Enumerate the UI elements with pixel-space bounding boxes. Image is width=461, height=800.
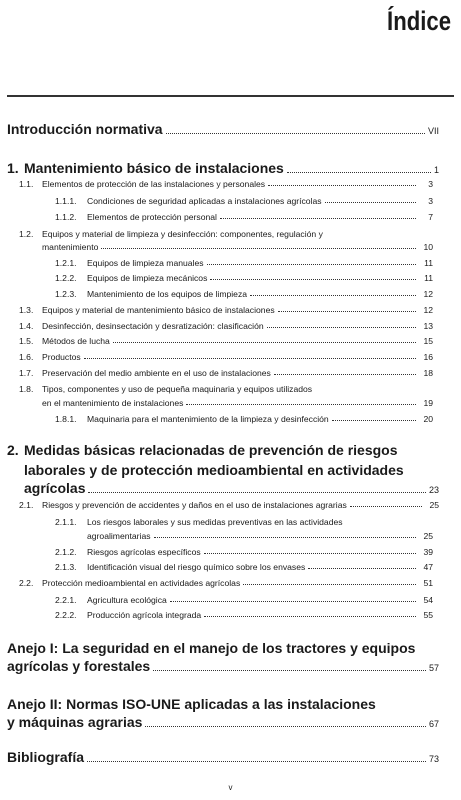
dot-leader bbox=[87, 761, 426, 762]
toc-entry-1-7[interactable] bbox=[19, 368, 433, 378]
entry-number: 1.3. bbox=[19, 305, 34, 315]
toc-entry-1-2[interactable] bbox=[42, 242, 433, 252]
entry-number: 2.1.1. bbox=[55, 517, 77, 527]
toc-entry-anejo-1[interactable] bbox=[7, 658, 439, 674]
dot-leader bbox=[332, 420, 416, 421]
entry-number: 1.2.1. bbox=[55, 258, 77, 268]
entry-number: 2.2.2. bbox=[55, 610, 77, 620]
dot-leader bbox=[101, 248, 416, 249]
entry-number: 1.2.3. bbox=[55, 289, 77, 299]
entry-number: 1.5. bbox=[19, 336, 34, 346]
toc-entry-chapter-2[interactable] bbox=[24, 480, 439, 496]
dot-leader bbox=[325, 202, 416, 203]
page-number: 3 bbox=[428, 179, 433, 189]
entry-label: Productos bbox=[42, 352, 81, 362]
page-number: 1 bbox=[433, 165, 439, 175]
dot-leader bbox=[210, 279, 416, 280]
dot-leader bbox=[267, 327, 416, 328]
dot-leader bbox=[207, 264, 416, 265]
page-number: 73 bbox=[428, 754, 439, 764]
dot-leader bbox=[113, 342, 416, 343]
entry-label: Protección medioambiental en actividades agrícolas bbox=[42, 578, 241, 588]
dot-leader bbox=[278, 311, 416, 312]
toc-entry-1-8[interactable] bbox=[42, 398, 433, 408]
toc-entry-1-1-2[interactable] bbox=[55, 212, 433, 222]
entry-label: mantenimiento bbox=[42, 242, 99, 252]
dot-leader bbox=[250, 295, 416, 296]
toc-entry-chapter-1[interactable] bbox=[7, 160, 439, 176]
page-number: 13 bbox=[423, 321, 433, 331]
toc-entry-2-1-2[interactable] bbox=[55, 547, 433, 557]
dot-leader bbox=[268, 185, 416, 186]
page-number: 11 bbox=[424, 258, 433, 268]
entry-label: Equipos de limpieza manuales bbox=[87, 258, 204, 268]
entry-number: 1.7. bbox=[19, 368, 34, 378]
dot-leader bbox=[287, 172, 431, 173]
toc-entry-1-1[interactable] bbox=[19, 179, 433, 189]
toc-entry-1-8-line1: Tipos, componentes y uso de pequeña maquinaria y equipos utilizados bbox=[42, 384, 313, 394]
entry-number: 1.8. bbox=[19, 384, 34, 394]
entry-label: Identificación visual del riesgo químico sobre los envases bbox=[87, 562, 306, 572]
dot-leader bbox=[84, 358, 416, 359]
entry-label: Elementos de protección personal bbox=[87, 212, 217, 222]
entry-label: y máquinas agrarias bbox=[7, 714, 143, 730]
page-number: 12 bbox=[423, 305, 433, 315]
entry-number: 1.4. bbox=[19, 321, 34, 331]
toc-entry-2-1[interactable] bbox=[19, 500, 439, 510]
footer-page-number: v bbox=[228, 783, 233, 792]
dot-leader bbox=[166, 133, 425, 134]
page-number: 51 bbox=[423, 578, 433, 588]
dot-leader bbox=[204, 616, 416, 617]
page-number: 54 bbox=[423, 595, 433, 605]
dot-leader bbox=[154, 537, 416, 538]
entry-label: agroalimentarias bbox=[87, 531, 151, 541]
entry-number: 1.8.1. bbox=[55, 414, 77, 424]
toc-entry-1-8-1[interactable] bbox=[55, 414, 433, 424]
toc-entry-2-2-1[interactable] bbox=[55, 595, 433, 605]
toc-entry-bibliografia[interactable] bbox=[7, 749, 439, 765]
dot-leader bbox=[274, 374, 416, 375]
entry-label: Equipos y material de mantenimiento básico de instalaciones bbox=[42, 305, 275, 315]
dot-leader bbox=[170, 601, 416, 602]
entry-number: 1.2.2. bbox=[55, 273, 77, 283]
toc-entry-1-2-1[interactable] bbox=[55, 258, 433, 268]
entry-number: 1.1.2. bbox=[55, 212, 77, 222]
entry-label: Riesgos y prevención de accidentes y daños en el uso de instalaciones agrarias bbox=[42, 500, 347, 510]
page-number: 20 bbox=[423, 414, 433, 424]
dot-leader bbox=[220, 218, 416, 219]
dot-leader bbox=[186, 404, 416, 405]
entry-label: Bibliografía bbox=[7, 749, 85, 765]
toc-entry-1-3[interactable] bbox=[19, 305, 433, 315]
toc-entry-1-2-line1: Equipos y material de limpieza y desinfección: componentes, regulación y bbox=[42, 229, 323, 239]
toc-entry-chapter-2-line2: laborales y de protección medioambiental en actividades bbox=[24, 462, 404, 478]
entry-label: Desinfección, desinsectación y desratización: clasificación bbox=[42, 321, 264, 331]
entry-label: agrícolas y forestales bbox=[7, 658, 151, 674]
entry-label: Elementos de protección de las instalaciones y personales bbox=[42, 179, 266, 189]
toc-entry-anejo-2[interactable] bbox=[7, 714, 439, 730]
page-title: Índice bbox=[387, 6, 451, 36]
page-number: 25 bbox=[429, 500, 439, 510]
page-number: 47 bbox=[423, 562, 433, 572]
toc-entry-2-2[interactable] bbox=[19, 578, 433, 588]
entry-label: Condiciones de seguridad aplicadas a instalaciones agrícolas bbox=[87, 196, 322, 206]
page-number: 3 bbox=[428, 196, 433, 206]
entry-number: 2. bbox=[7, 442, 19, 458]
page-number: 67 bbox=[428, 719, 439, 729]
toc-entry-1-2-3[interactable] bbox=[55, 289, 433, 299]
entry-number: 1.1.1. bbox=[55, 196, 77, 206]
page-number: 57 bbox=[428, 663, 439, 673]
entry-label: agrícolas bbox=[24, 480, 86, 496]
entry-label: en el mantenimiento de instalaciones bbox=[42, 398, 184, 408]
entry-number: 2.2. bbox=[19, 578, 34, 588]
page-number: 23 bbox=[428, 485, 439, 495]
entry-number: 2.1. bbox=[19, 500, 34, 510]
page-number: 16 bbox=[423, 352, 433, 362]
dot-leader bbox=[153, 670, 426, 671]
dot-leader bbox=[145, 726, 426, 727]
entry-label: Equipos de limpieza mecánicos bbox=[87, 273, 208, 283]
page-number: 25 bbox=[423, 531, 433, 541]
dot-leader bbox=[308, 568, 416, 569]
toc-entry-2-1-3[interactable] bbox=[55, 562, 433, 572]
toc-entry-1-2-2[interactable] bbox=[55, 273, 433, 283]
page-number: 12 bbox=[423, 289, 433, 299]
entry-number: 2.1.3. bbox=[55, 562, 77, 572]
entry-number: 1. bbox=[7, 160, 19, 176]
entry-label: Riesgos agrícolas específicos bbox=[87, 547, 201, 557]
toc-entry-anejo-1-line1: Anejo I: La seguridad en el manejo de los tractores y equipos bbox=[7, 640, 416, 656]
entry-number: 1.6. bbox=[19, 352, 34, 362]
dot-leader bbox=[88, 492, 426, 493]
toc-entry-intro[interactable] bbox=[7, 121, 439, 137]
page-number: 39 bbox=[423, 547, 433, 557]
entry-label: Maquinaria para el mantenimiento de la limpieza y desinfección bbox=[87, 414, 329, 424]
page-number: VII bbox=[427, 126, 439, 136]
entry-number: 2.2.1. bbox=[55, 595, 77, 605]
page-number: 7 bbox=[428, 212, 433, 222]
page-number: 18 bbox=[423, 368, 433, 378]
entry-label: Preservación del medio ambiente en el uso de instalaciones bbox=[42, 368, 271, 378]
entry-label: Mantenimiento básico de instalaciones bbox=[24, 160, 284, 176]
toc-entry-1-6[interactable] bbox=[19, 352, 433, 362]
toc-entry-chapter-2-line1: Medidas básicas relacionadas de prevención de riesgos bbox=[24, 442, 398, 458]
page-number: 55 bbox=[423, 610, 433, 620]
toc-entry-2-1-1-line1: Los riesgos laborales y sus medidas preventivas en las actividades bbox=[87, 517, 343, 527]
entry-label: Métodos de lucha bbox=[42, 336, 110, 346]
toc-entry-1-1-1[interactable] bbox=[55, 196, 433, 206]
entry-label: Mantenimiento de los equipos de limpieza bbox=[87, 289, 248, 299]
toc-entry-1-4[interactable] bbox=[19, 321, 433, 331]
toc-entry-anejo-2-line1: Anejo II: Normas ISO-UNE aplicadas a las instalaciones bbox=[7, 696, 376, 712]
page-number: 10 bbox=[423, 242, 433, 252]
page-number: 19 bbox=[423, 398, 433, 408]
dot-leader bbox=[204, 553, 416, 554]
dot-leader bbox=[243, 584, 416, 585]
page-number: 15 bbox=[423, 336, 433, 346]
page-number: 11 bbox=[424, 273, 433, 283]
dot-leader bbox=[350, 506, 422, 507]
entry-label: Introducción normativa bbox=[7, 121, 163, 137]
entry-number: 1.1. bbox=[19, 179, 34, 189]
entry-label: Agricultura ecológica bbox=[87, 595, 167, 605]
entry-number: 1.2. bbox=[19, 229, 34, 239]
entry-number: 2.1.2. bbox=[55, 547, 77, 557]
toc-entry-2-2-2[interactable] bbox=[55, 610, 433, 620]
toc-entry-2-1-1[interactable] bbox=[87, 531, 433, 541]
entry-label: Producción agrícola integrada bbox=[87, 610, 202, 620]
toc-entry-1-5[interactable] bbox=[19, 336, 433, 346]
